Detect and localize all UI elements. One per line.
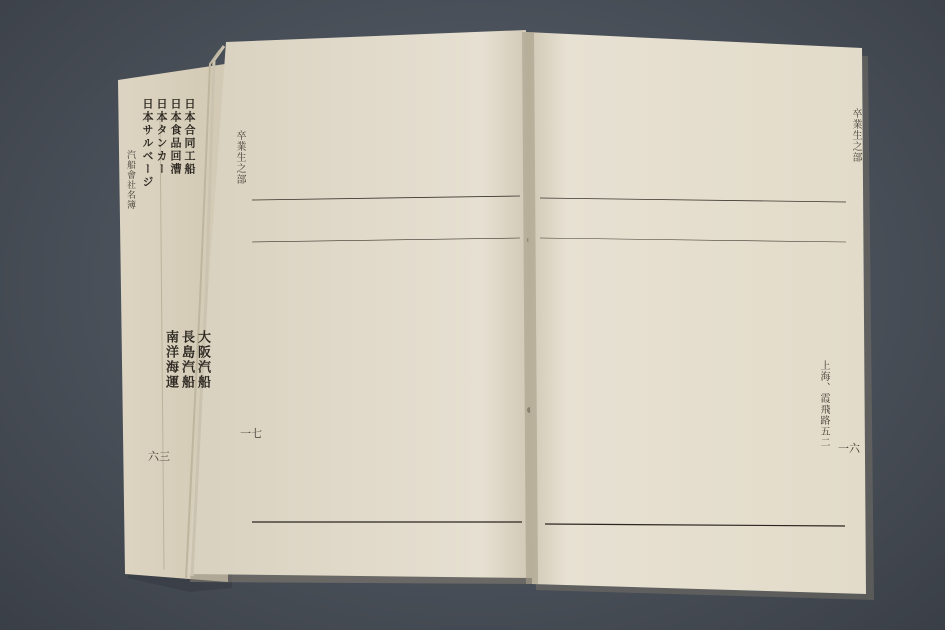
right-section-header: 卒業生之部 (850, 108, 861, 163)
left-section-header: 卒業生之部 (234, 130, 245, 185)
bold-name-3: 南洋海運 (163, 330, 178, 390)
address-line: 上海、霞飛路五二 (818, 360, 829, 448)
left-page (183, 30, 538, 584)
bold-name-2: 長島汽船 (179, 330, 194, 390)
bold-name-1: 大阪汽船 (195, 330, 210, 390)
left-page-number: 一七 (240, 427, 262, 440)
company-line-3: 日本タンカー (155, 98, 168, 176)
back-page-number: 六三 (148, 450, 170, 463)
company-line-1: 日本合同工船 (183, 98, 196, 176)
company-line-2: 日本食品回漕 (169, 98, 182, 176)
right-page (526, 32, 874, 600)
company-line-4: 日本サルベージ (141, 98, 154, 189)
section-heading: 汽船會社名簿 (125, 150, 135, 210)
right-page-number: 一六 (838, 442, 860, 455)
